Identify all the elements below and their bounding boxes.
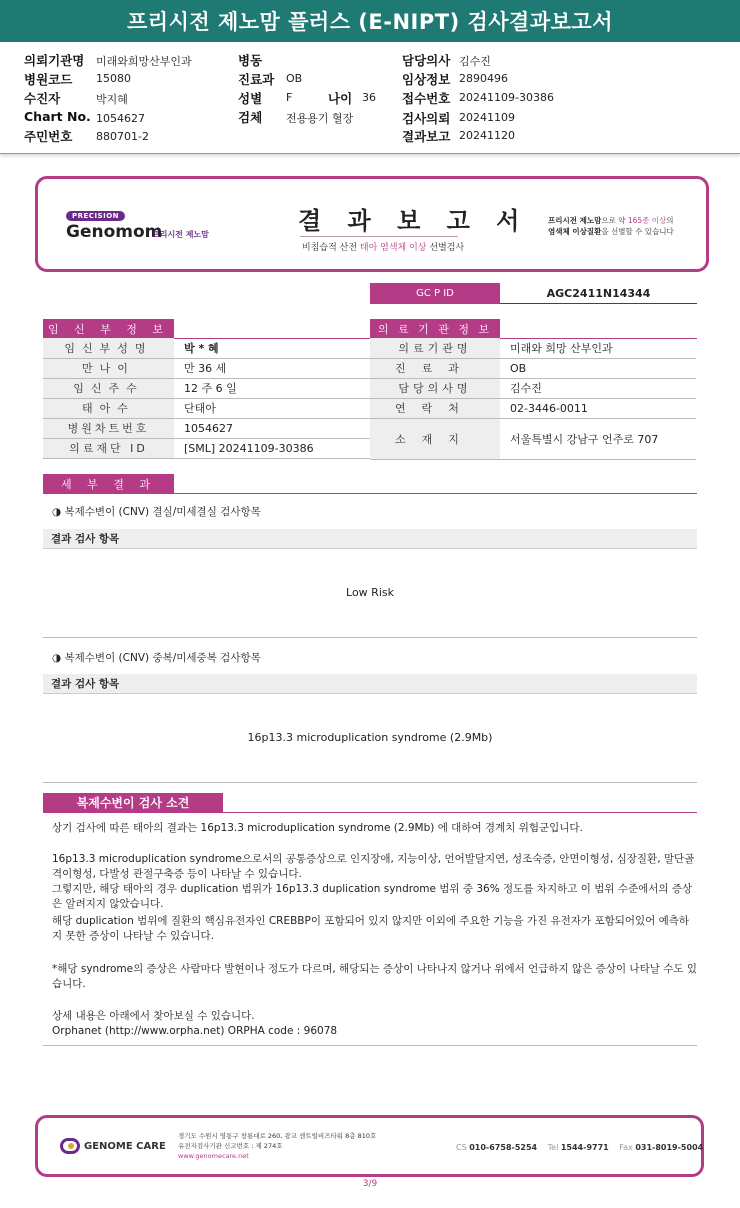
app-title: 프리시전 제노맘 플러스 (E-NIPT) 검사결과보고서 [127,10,613,34]
gestation-label: 임신주수 [43,378,174,398]
requested-value: 20241109 [459,111,515,124]
specimen-value: 전용용기 혈장 [286,112,354,125]
doctor-name-label: 담당의사명 [370,378,500,398]
address-value: 서울특별시 강남구 언주로 707 [500,418,696,459]
fax-label: Fax [619,1143,633,1152]
age-label: 만나이 [43,358,174,378]
receipt-value: 20241109-30386 [459,91,554,104]
footer-address [178,1131,376,1161]
institution-value: 미래와희망산부인과 [96,55,192,68]
table-row [43,338,370,358]
ward-label: 병동 [238,53,263,68]
patient-header [0,42,740,154]
dept-label: 진료과 [238,72,275,87]
pregnant-name-label: 임신부성명 [43,338,174,358]
report-header-card [35,176,709,272]
details-title: 세 부 결 과 [43,474,174,493]
age-value: 만 36 세 [174,358,370,378]
interpretation-p5: *해당 syndrome의 증상은 사람마다 발현이나 정도가 다르며, 해당되는 증상이 나타나지 않거나 위에서 언급하지 않은 증상이 나타날 수도 있습니다. [52,963,697,990]
table-row [370,398,696,418]
receipt-label: 접수번호 [402,91,451,106]
clinical-label: 임상정보 [402,72,451,87]
orphanet-reference: Orphanet (http://www.orpha.net) ORPHA code : 96078 [52,1025,338,1037]
patient-value: 박지혜 [96,93,128,106]
chart-value: 1054627 [96,112,145,125]
dept-value: OB [500,358,696,378]
foundation-id-value: [SML] 20241109-30386 [174,438,370,458]
hospital-code-label: 병원코드 [24,72,73,87]
table-row [370,378,696,398]
table-row [43,438,370,458]
institution-info-title: 의 료 기 관 정 보 [370,319,500,338]
interpretation-p6: 상세 내용은 아래에서 찾아보실 수 있습니다. [52,1010,255,1022]
table-row [370,358,696,378]
table-row [43,358,370,378]
reported-value: 20241120 [459,129,515,142]
dept-label: 진료과 [370,358,500,378]
fetus-count-label: 태아수 [43,398,174,418]
age-value: 36 [362,91,376,104]
cs-label: CS [456,1143,467,1152]
genome-care-logo-icon [60,1138,80,1154]
address-label: 소재지 [370,418,500,459]
dup-result: 16p13.3 microduplication syndrome (2.9Mb) [247,731,493,744]
institution-name-label: 의료기관명 [370,338,500,358]
genomom-logo-sub: 프리시전 제노맘 [152,230,209,239]
reported-label: 결과보고 [402,129,451,144]
genome-care-name: GENOME CARE [84,1140,166,1152]
chart-no-value: 1054627 [174,418,370,438]
table-row [43,418,370,438]
footer-address-line: 경기도 수원시 영통구 창룡대로 260, 광교 센트럴비즈타워 8층 810호 [178,1132,377,1140]
report-title: 결 과 보 고 서 [298,207,529,235]
fax-value: 031-8019-5004 [635,1143,704,1152]
hospital-code-value: 15080 [96,72,131,85]
dup-divider [43,782,697,783]
contact-value: 02-3446-0011 [500,398,696,418]
interpretation-p3: 그렇지만, 해당 태아의 경우 duplication 범위가 16p13.3 duplication syndrome 범위 중 36% 정도를 차지하고 이 범위 수준에서의 증상은 알려지지 않았습니다. [52,883,693,910]
deletion-col-header: 결과 검사 항목 [43,529,697,549]
genome-care-logo [60,1138,166,1154]
page-number: 3/9 [362,1179,378,1189]
sex-value: F [286,91,293,104]
table-row [370,338,696,358]
deletion-divider [43,637,697,638]
table-row [43,398,370,418]
doctor-value: 김수진 [459,55,491,68]
gc-pid-label: GC P ID [370,283,500,304]
interpretation-rule [43,812,697,813]
table-row [43,378,370,398]
details-rule [43,493,697,494]
footer-website-link[interactable]: www.genomecare.net [178,1152,249,1160]
table-row [370,418,696,459]
title-underline [300,236,458,237]
interpretation-title: 복제수변이 검사 소견 [43,793,223,812]
institution-label: 의뢰기관명 [24,53,85,68]
clinical-value: 2890496 [459,72,508,85]
pregnant-info-title: 임 신 부 정 보 [43,319,174,338]
precision-badge: PRECISION [66,211,125,221]
app-header [0,0,740,42]
pregnant-info-table [43,338,370,459]
cs-value: 010-6758-5254 [469,1143,538,1152]
sex-label: 성별 [238,91,263,106]
gestation-value: 12 주 6 일 [174,378,370,398]
footer-contacts [456,1143,711,1152]
requested-label: 검사의뢰 [402,111,451,126]
tel-value: 1544-9771 [560,1143,609,1152]
deletion-result: Low Risk [346,586,394,599]
report-card-tagline: 프리시전 제노맘으로 약 165종 이상의 염색체 이상질환을 선별할 수 있습니다 [548,216,674,236]
rrn-value: 880701-2 [96,130,149,143]
interpretation-divider [43,1045,697,1046]
cnv-deletion-label: ◑ 복제수변이 (CNV) 결실/미세결실 검사항목 [52,506,261,518]
contact-label: 연락처 [370,398,500,418]
footer-license-line: 유전자검사기관 신고번호 : 제 274호 [178,1142,283,1150]
doctor-name-value: 김수진 [500,378,696,398]
specimen-label: 검체 [238,110,263,125]
interpretation-p4: 해당 duplication 범위에 질환의 핵심유전자인 CREBBP이 포함되어 있지 않지만 이외에 주요한 기능을 가진 유전자가 포함되어있어 예측하지 못한 증상이 나타날 수 있습니다. [52,915,690,942]
interpretation-p2: 16p13.3 microduplication syndrome으로서의 공통증상으로 인지장애, 지능이상, 언어발달지연, 성조숙증, 안면이형성, 심장질환, 말단골격이형성, 다발성 관절구축증 등이 나타날 수 있습니다. [52,853,695,880]
dept-value: OB [286,72,303,85]
interpretation-p1: 상기 검사에 따른 태아의 결과는 16p13.3 microduplication syndrome (2.9Mb) 에 대하여 경계치 위험군입니다. [52,822,583,834]
patient-label: 수진자 [24,91,61,106]
rrn-label: 주민번호 [24,129,73,144]
footer-card [35,1115,704,1177]
tel-label: Tel [547,1143,559,1152]
cnv-dup-label: ◑ 복제수변이 (CNV) 중복/미세중복 검사항목 [52,652,261,664]
report-subtitle: 비침습적 산전 태아 염색체 이상 선별검사 [302,243,465,253]
foundation-id-label: 의료재단 ID [43,438,174,458]
genomom-logo: Genomom [66,222,163,242]
doctor-label: 담당의사 [402,53,451,68]
dup-col-header: 결과 검사 항목 [43,674,697,694]
gc-pid-value: AGC2411N14344 [500,283,697,304]
age-label: 나이 [328,91,353,106]
fetus-count-value: 단태아 [174,398,370,418]
pregnant-name-value: 박 * 혜 [174,338,370,358]
chart-no-label: 병원차트번호 [43,418,174,438]
chart-label: Chart No. [24,109,91,124]
institution-name-value: 미래와 희망 산부인과 [500,338,696,358]
institution-info-table [370,338,696,460]
